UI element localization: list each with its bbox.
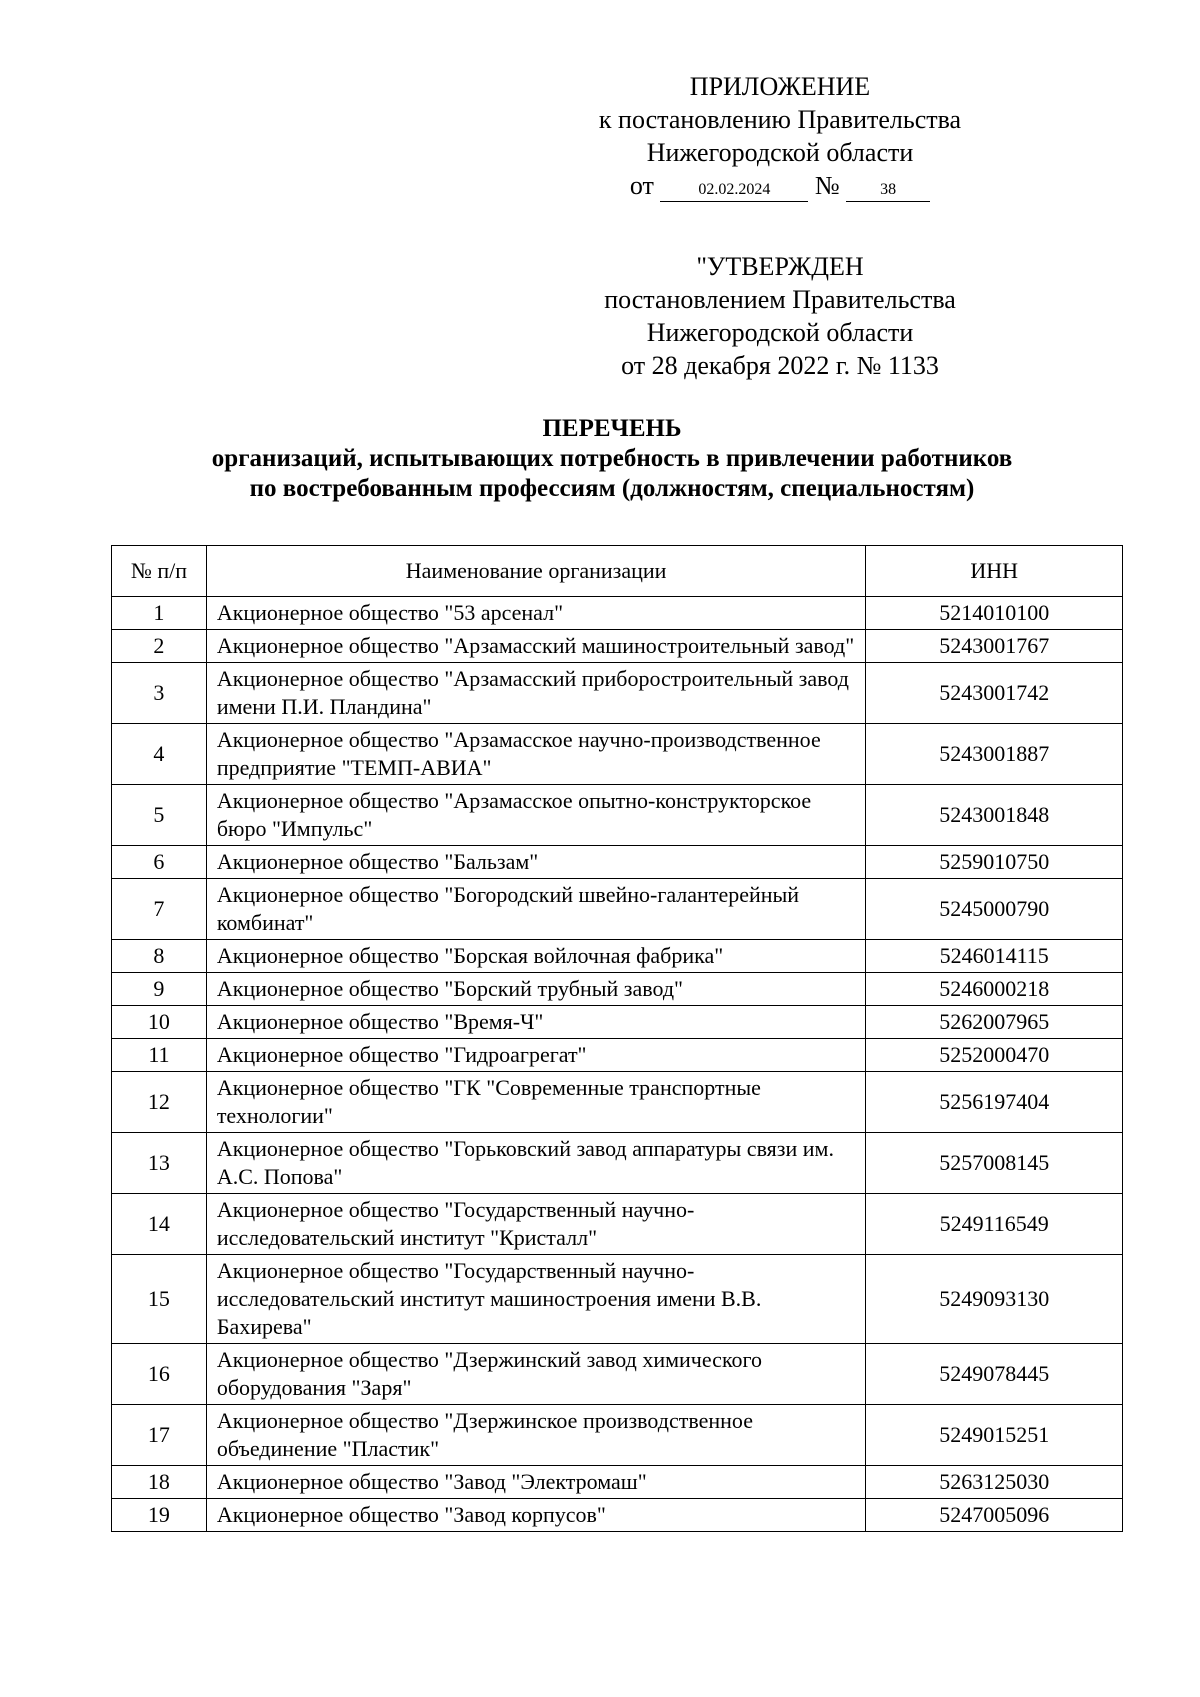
row-number-cell: 1 <box>112 597 207 630</box>
table-row <box>112 940 1123 973</box>
organization-name-cell: Акционерное общество "Государственный научно-исследовательский институт "Кристалл" <box>206 1194 866 1255</box>
appendix-line-2: Нижегородской области <box>646 138 914 167</box>
appendix-reference-line <box>560 169 1000 202</box>
row-number-cell: 3 <box>112 663 207 724</box>
organization-name-cell: Акционерное общество "Завод "Электромаш" <box>206 1466 866 1499</box>
organization-name-cell: Акционерное общество "Арзамасское научно-производственное предприятие "ТЕМП-АВИА" <box>206 724 866 785</box>
organizations-table <box>111 545 1123 1532</box>
appendix-line-1: к постановлению Правительства <box>598 105 962 134</box>
row-number-cell: 4 <box>112 724 207 785</box>
heading-line-2: по востребованным профессиям (должностям, специальностям) <box>249 475 975 502</box>
table-row <box>112 879 1123 940</box>
column-header-number: № п/п <box>112 546 207 597</box>
inn-cell: 5243001767 <box>866 630 1123 663</box>
organization-name-cell: Акционерное общество "53 арсенал" <box>206 597 866 630</box>
column-header-name: Наименование организации <box>206 546 866 597</box>
table-header-row <box>112 546 1123 597</box>
row-number-cell: 5 <box>112 785 207 846</box>
table-row <box>112 1255 1123 1344</box>
inn-cell: 5243001848 <box>866 785 1123 846</box>
organization-name-cell: Акционерное общество "Арзамасский машиностроительный завод" <box>206 630 866 663</box>
table-body <box>112 597 1123 1532</box>
inn-cell: 5257008145 <box>866 1133 1123 1194</box>
inn-cell: 5245000790 <box>866 879 1123 940</box>
table-row <box>112 597 1123 630</box>
row-number-cell: 14 <box>112 1194 207 1255</box>
row-number-cell: 16 <box>112 1344 207 1405</box>
approved-title: "УТВЕРЖДЕН <box>696 252 864 281</box>
organization-name-cell: Акционерное общество "Время-Ч" <box>206 1006 866 1039</box>
inn-cell: 5249116549 <box>866 1194 1123 1255</box>
organization-name-cell: Акционерное общество "Завод корпусов" <box>206 1499 866 1532</box>
table-row <box>112 785 1123 846</box>
organization-name-cell: Акционерное общество "ГК "Современные транспортные технологии" <box>206 1072 866 1133</box>
inn-cell: 5214010100 <box>866 597 1123 630</box>
organization-name-cell: Акционерное общество "Дзержинский завод химического оборудования "Заря" <box>206 1344 866 1405</box>
row-number-cell: 19 <box>112 1499 207 1532</box>
organization-name-cell: Акционерное общество "Дзержинское производственное объединение "Пластик" <box>206 1405 866 1466</box>
row-number-cell: 18 <box>112 1466 207 1499</box>
table-row <box>112 1499 1123 1532</box>
table-row <box>112 724 1123 785</box>
organization-name-cell: Акционерное общество "Борский трубный завод" <box>206 973 866 1006</box>
row-number-cell: 2 <box>112 630 207 663</box>
appendix-block <box>560 70 1000 202</box>
row-number-cell: 11 <box>112 1039 207 1072</box>
row-number-cell: 9 <box>112 973 207 1006</box>
approved-line-3: от 28 декабря 2022 г. № 1133 <box>621 351 939 380</box>
inn-cell: 5249093130 <box>866 1255 1123 1344</box>
table-row <box>112 1194 1123 1255</box>
inn-cell: 5259010750 <box>866 846 1123 879</box>
row-number-cell: 8 <box>112 940 207 973</box>
inn-cell: 5243001742 <box>866 663 1123 724</box>
organization-name-cell: Акционерное общество "Гидроагрегат" <box>206 1039 866 1072</box>
appendix-title: ПРИЛОЖЕНИЕ <box>689 72 871 101</box>
inn-cell: 5256197404 <box>866 1072 1123 1133</box>
row-number-cell: 17 <box>112 1405 207 1466</box>
organization-name-cell: Акционерное общество "Арзамасский приборостроительный завод имени П.И. Пландина" <box>206 663 866 724</box>
inn-cell: 5252000470 <box>866 1039 1123 1072</box>
organization-name-cell: Акционерное общество "Богородский швейно-галантерейный комбинат" <box>206 879 866 940</box>
organization-name-cell: Акционерное общество "Государственный научно-исследовательский институт машиностроения имени В.В. Бахирева" <box>206 1255 866 1344</box>
from-label: от <box>629 171 654 200</box>
table-row <box>112 630 1123 663</box>
inn-cell: 5249078445 <box>866 1344 1123 1405</box>
organization-name-cell: Акционерное общество "Арзамасское опытно-конструкторское бюро "Импульс" <box>206 785 866 846</box>
inn-cell: 5249015251 <box>866 1405 1123 1466</box>
row-number-cell: 10 <box>112 1006 207 1039</box>
approved-line-1: постановлением Правительства <box>604 285 956 314</box>
inn-cell: 5243001887 <box>866 724 1123 785</box>
inn-cell: 5263125030 <box>866 1466 1123 1499</box>
row-number-cell: 6 <box>112 846 207 879</box>
inn-cell: 5247005096 <box>866 1499 1123 1532</box>
organization-name-cell: Акционерное общество "Борская войлочная фабрика" <box>206 940 866 973</box>
table-row <box>112 846 1123 879</box>
table-row <box>112 1133 1123 1194</box>
table-row <box>112 1344 1123 1405</box>
organization-name-cell: Акционерное общество "Горьковский завод аппаратуры связи им. А.С. Попова" <box>206 1133 866 1194</box>
approved-block <box>560 250 1000 382</box>
inn-cell: 5246000218 <box>866 973 1123 1006</box>
column-header-inn: ИНН <box>866 546 1123 597</box>
document-heading <box>112 414 1112 504</box>
table-row <box>112 1039 1123 1072</box>
heading-line-1: организаций, испытывающих потребность в привлечении работников <box>211 445 1013 472</box>
organization-name-cell: Акционерное общество "Бальзам" <box>206 846 866 879</box>
table-row <box>112 663 1123 724</box>
table-row <box>112 1405 1123 1466</box>
resolution-date: 02.02.2024 <box>660 179 808 202</box>
table-row <box>112 1466 1123 1499</box>
approved-line-2: Нижегородской области <box>646 318 914 347</box>
table-row <box>112 973 1123 1006</box>
row-number-cell: 13 <box>112 1133 207 1194</box>
table-row <box>112 1006 1123 1039</box>
inn-cell: 5246014115 <box>866 940 1123 973</box>
heading-title: ПЕРЕЧЕНЬ <box>542 415 682 442</box>
inn-cell: 5262007965 <box>866 1006 1123 1039</box>
row-number-cell: 15 <box>112 1255 207 1344</box>
row-number-cell: 7 <box>112 879 207 940</box>
number-label: № <box>814 171 840 200</box>
table-row <box>112 1072 1123 1133</box>
row-number-cell: 12 <box>112 1072 207 1133</box>
resolution-number: 38 <box>846 179 930 202</box>
